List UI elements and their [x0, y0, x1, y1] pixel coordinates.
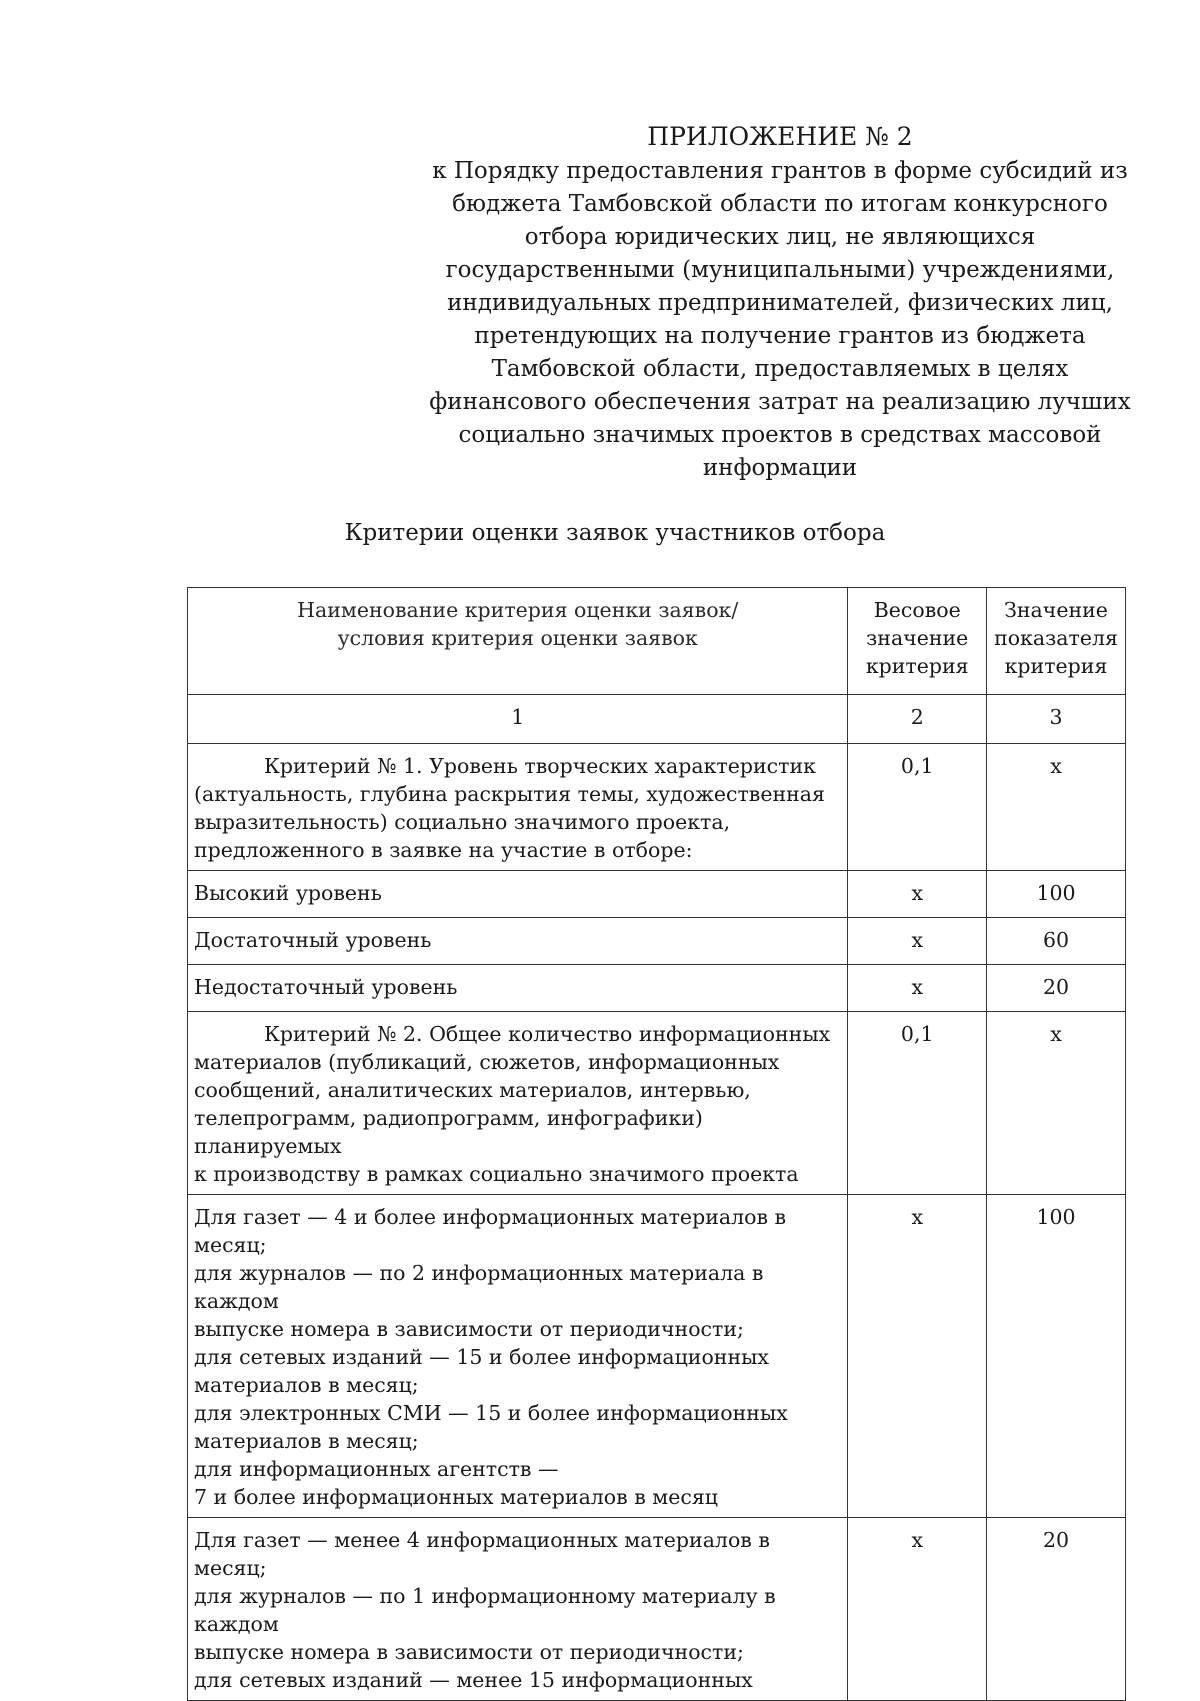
value-cell: х [987, 744, 1126, 871]
appendix-heading [420, 120, 1140, 485]
value-cell: 60 [987, 918, 1126, 965]
weight-cell: х [848, 871, 987, 918]
appendix-line: финансового обеспечения затрат на реализацию лучших [429, 389, 1131, 415]
appendix-line: индивидуальных предпринимателей, физических лиц, [447, 290, 1113, 316]
column-number: 3 [987, 695, 1126, 744]
column-number-row [188, 695, 1126, 744]
criterion-text: Высокий уровень [188, 871, 848, 918]
header-weight: Весовое значение критерия [848, 588, 987, 695]
table-row [188, 871, 1126, 918]
weight-cell: х [848, 918, 987, 965]
appendix-line: отбора юридических лиц, не являющихся [524, 224, 1036, 250]
table-row [188, 918, 1126, 965]
appendix-line: социально значимых проектов в средствах массовой [458, 422, 1102, 448]
table-row [188, 965, 1126, 1012]
column-number: 2 [848, 695, 987, 744]
appendix-line: к Порядку предоставления грантов в форме субсидий из [432, 158, 1128, 184]
header-indicator-value: Значение показателя критерия [987, 588, 1126, 695]
value-cell: 100 [987, 871, 1126, 918]
weight-cell: х [848, 1518, 987, 1701]
value-cell: 100 [987, 1195, 1126, 1518]
value-cell: х [987, 1012, 1126, 1195]
value-cell: 20 [987, 965, 1126, 1012]
table-caption: Критерии оценки заявок участников отбора [344, 520, 886, 546]
criterion-text: Достаточный уровень [188, 918, 848, 965]
weight-cell: 0,1 [848, 1012, 987, 1195]
appendix-line: бюджета Тамбовской области по итогам конкурсного [452, 191, 1108, 217]
criteria-table [187, 587, 1126, 1701]
appendix-title: ПРИЛОЖЕНИЕ № 2 [647, 122, 913, 151]
weight-cell: х [848, 1195, 987, 1518]
value-cell: 20 [987, 1518, 1126, 1701]
column-number: 1 [188, 695, 848, 744]
criterion-text: Критерий № 1. Уровень творческих характеристик (актуальность, глубина раскрытия темы, художественная выразительность) социально значимого проекта, предложенного в заявке на участие в отборе: [188, 744, 848, 871]
appendix-line: Тамбовской области, предоставляемых в целях [491, 356, 1069, 382]
table-row [188, 1195, 1126, 1518]
weight-cell: 0,1 [848, 744, 987, 871]
criterion-text: Для газет — менее 4 информационных материалов в месяц; для журналов — по 1 информационному материалу в каждом выпуске номера в зависимости от периодичности; для сетевых изданий — менее 15 информационных [188, 1518, 848, 1701]
table-row [188, 744, 1126, 871]
weight-cell: х [848, 965, 987, 1012]
appendix-line: информации [702, 455, 858, 481]
table-header-row [188, 588, 1126, 695]
appendix-line: претендующих на получение грантов из бюджета [474, 323, 1086, 349]
criterion-text: Для газет — 4 и более информационных материалов в месяц; для журналов — по 2 информационных материала в каждом выпуске номера в зависимости от периодичности; для сетевых изданий — 15 и более информационных материалов в месяц; для электронных СМИ — 15 и более информационных материалов в месяц; для информационных агентств — 7 и более информационных материалов в месяц [188, 1195, 848, 1518]
criterion-text: Критерий № 2. Общее количество информационных материалов (публикаций, сюжетов, информационных сообщений, аналитических материалов, интервью, телепрограмм, радиопрограмм, инфографики) планируемых к производству в рамках социально значимого проекта [188, 1012, 848, 1195]
appendix-line: государственными (муниципальными) учреждениями, [445, 257, 1115, 283]
table-row [188, 1012, 1126, 1195]
criterion-text: Недостаточный уровень [188, 965, 848, 1012]
table-row [188, 1518, 1126, 1701]
header-criterion-name: Наименование критерия оценки заявок/ условия критерия оценки заявок [188, 588, 848, 695]
